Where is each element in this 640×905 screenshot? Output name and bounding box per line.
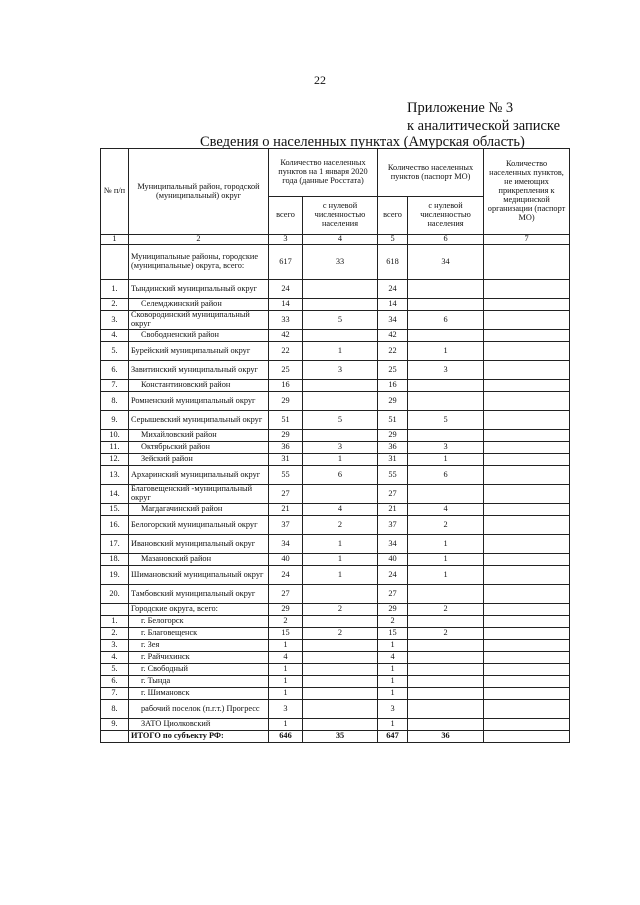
table-row [101,616,570,628]
table-row [101,466,570,485]
cell-rosstat-zero: 4 [303,504,378,516]
cell-name: Тындинский муниципальный округ [129,280,269,299]
cell-no-med [484,466,570,485]
cell-passport-zero: 5 [408,411,484,430]
cell-num: 12. [101,454,129,466]
header-rosstat: Количество населенных пунктов на 1 января 2020 года (данные Росстата) [269,149,378,197]
cell-no-med [484,280,570,299]
cell-passport-zero: 6 [408,466,484,485]
cell-passport-zero [408,280,484,299]
table-row [101,731,570,743]
cell-rosstat-zero [303,652,378,664]
cell-passport-zero [408,392,484,411]
cell-rosstat-zero: 3 [303,442,378,454]
cell-passport-total: 4 [378,652,408,664]
cell-passport-total: 1 [378,688,408,700]
table-row [101,640,570,652]
cell-no-med [484,442,570,454]
cell-no-med [484,719,570,731]
cell-name: Октябрьский район [129,442,269,454]
cell-rosstat-zero [303,585,378,604]
header-passport-total: всего [378,197,408,235]
cell-passport-zero: 2 [408,604,484,616]
cell-passport-total: 27 [378,485,408,504]
cell-rosstat-total: 31 [269,454,303,466]
appendix-title: Приложение № 3 [407,100,514,116]
cell-name: г. Тында [129,676,269,688]
cell-rosstat-total: 27 [269,585,303,604]
cell-no-med [484,504,570,516]
cell-name: Свободненский район [129,330,269,342]
cell-name: Завитинский муниципальный округ [129,361,269,380]
cell-passport-zero: 6 [408,311,484,330]
cell-passport-total: 15 [378,628,408,640]
cell-rosstat-zero: 5 [303,311,378,330]
cell-name: Селемджинский район [129,299,269,311]
cell-rosstat-zero: 6 [303,466,378,485]
cell-name: г. Свободный [129,664,269,676]
table-row [101,504,570,516]
cell-name: г. Райчихинск [129,652,269,664]
table-row [101,676,570,688]
cell-rosstat-total: 21 [269,504,303,516]
cell-num: 20. [101,585,129,604]
cell-passport-total: 22 [378,342,408,361]
cell-passport-total: 24 [378,566,408,585]
cell-num [101,245,129,280]
cell-rosstat-total: 37 [269,516,303,535]
cell-rosstat-total: 1 [269,640,303,652]
table-row [101,554,570,566]
cell-no-med [484,604,570,616]
cell-num: 6. [101,676,129,688]
cell-passport-total: 1 [378,640,408,652]
cell-rosstat-total: 40 [269,554,303,566]
cell-rosstat-zero [303,664,378,676]
cell-passport-zero: 36 [408,731,484,743]
cell-no-med [484,535,570,554]
cell-rosstat-total: 15 [269,628,303,640]
cell-num: 5. [101,664,129,676]
table-row [101,299,570,311]
cell-name: г. Зея [129,640,269,652]
cell-no-med [484,628,570,640]
cell-passport-total: 2 [378,616,408,628]
cell-no-med [484,676,570,688]
cell-passport-total: 42 [378,330,408,342]
cell-passport-zero: 1 [408,566,484,585]
cell-passport-zero [408,700,484,719]
cell-no-med [484,361,570,380]
cell-no-med [484,731,570,743]
cell-name: Магдагачинский район [129,504,269,516]
cell-rosstat-zero [303,640,378,652]
cell-passport-total: 1 [378,676,408,688]
header-rosstat-total: всего [269,197,303,235]
cell-no-med [484,299,570,311]
table-row [101,411,570,430]
cell-passport-zero [408,585,484,604]
cell-rosstat-zero [303,700,378,719]
appendix-subtitle: к аналитической записке [407,118,561,134]
cell-rosstat-zero: 1 [303,566,378,585]
cell-rosstat-total: 646 [269,731,303,743]
cell-rosstat-zero: 35 [303,731,378,743]
cell-no-med [484,430,570,442]
cell-rosstat-zero [303,676,378,688]
col-index: 5 [378,235,408,245]
cell-passport-zero: 3 [408,361,484,380]
cell-rosstat-zero: 1 [303,535,378,554]
table-row [101,311,570,330]
cell-rosstat-total: 4 [269,652,303,664]
cell-name: Бурейский муниципальный округ [129,342,269,361]
cell-no-med [484,616,570,628]
cell-rosstat-zero: 33 [303,245,378,280]
cell-passport-zero: 1 [408,342,484,361]
cell-num: 14. [101,485,129,504]
col-index: 4 [303,235,378,245]
cell-no-med [484,516,570,535]
cell-rosstat-zero [303,688,378,700]
table-row [101,516,570,535]
cell-passport-zero [408,616,484,628]
cell-no-med [484,652,570,664]
cell-name: Благовещенский -муниципальный округ [129,485,269,504]
cell-no-med [484,585,570,604]
cell-num: 3. [101,311,129,330]
cell-passport-zero: 2 [408,516,484,535]
cell-num: 7. [101,380,129,392]
cell-name: ИТОГО по субъекту РФ: [129,731,269,743]
cell-name: Михайловский район [129,430,269,442]
header-passport-zero: с нулевой численностью населения [408,197,484,235]
cell-passport-zero: 34 [408,245,484,280]
cell-num: 9. [101,719,129,731]
table-row [101,652,570,664]
table-row [101,454,570,466]
table-row [101,442,570,454]
col-index: 6 [408,235,484,245]
cell-num: 11. [101,442,129,454]
cell-rosstat-zero: 5 [303,411,378,430]
cell-no-med [484,330,570,342]
cell-name: Архаринский муниципальный округ [129,466,269,485]
col-index: 1 [101,235,129,245]
header-district: Муниципальный район, городской (муниципальный) округ [129,149,269,235]
cell-name: Ивановский муниципальный округ [129,535,269,554]
cell-num: 17. [101,535,129,554]
table-row [101,535,570,554]
cell-num: 15. [101,504,129,516]
table-row [101,380,570,392]
cell-num: 10. [101,430,129,442]
header-no-med: Количество населенных пунктов, не имеющих прикрепления к медицинской организации (паспорт МО) [484,149,570,235]
cell-rosstat-total: 25 [269,361,303,380]
cell-passport-zero [408,299,484,311]
cell-rosstat-zero [303,380,378,392]
cell-rosstat-total: 1 [269,719,303,731]
cell-passport-zero [408,719,484,731]
cell-num: 2. [101,628,129,640]
table-row [101,688,570,700]
cell-rosstat-zero: 2 [303,604,378,616]
cell-name: Серышевский муниципальный округ [129,411,269,430]
cell-num: 8. [101,700,129,719]
table-row [101,628,570,640]
col-index: 7 [484,235,570,245]
cell-passport-total: 36 [378,442,408,454]
cell-rosstat-total: 29 [269,392,303,411]
table-row [101,361,570,380]
cell-num: 6. [101,361,129,380]
cell-passport-zero: 1 [408,535,484,554]
col-index: 3 [269,235,303,245]
table-row [101,719,570,731]
cell-no-med [484,664,570,676]
cell-passport-total: 31 [378,454,408,466]
cell-passport-zero: 3 [408,442,484,454]
cell-passport-total: 1 [378,719,408,731]
cell-num: 1. [101,280,129,299]
cell-num: 5. [101,342,129,361]
table-row [101,664,570,676]
cell-no-med [484,640,570,652]
cell-rosstat-total: 3 [269,700,303,719]
cell-rosstat-total: 2 [269,616,303,628]
cell-no-med [484,342,570,361]
cell-passport-zero [408,676,484,688]
cell-name: рабочий поселок (п.г.т.) Прогресс [129,700,269,719]
cell-passport-total: 37 [378,516,408,535]
cell-rosstat-zero [303,392,378,411]
cell-name: Константиновский район [129,380,269,392]
cell-rosstat-zero [303,280,378,299]
cell-no-med [484,700,570,719]
cell-rosstat-zero [303,299,378,311]
cell-rosstat-total: 14 [269,299,303,311]
cell-passport-total: 34 [378,311,408,330]
table-row [101,245,570,280]
cell-rosstat-total: 55 [269,466,303,485]
cell-rosstat-zero [303,430,378,442]
cell-no-med [484,566,570,585]
cell-passport-total: 3 [378,700,408,719]
table-row [101,485,570,504]
cell-passport-zero: 1 [408,454,484,466]
cell-rosstat-total: 24 [269,566,303,585]
cell-num: 19. [101,566,129,585]
cell-rosstat-total: 29 [269,604,303,616]
cell-num: 3. [101,640,129,652]
cell-rosstat-zero [303,485,378,504]
cell-rosstat-total: 51 [269,411,303,430]
cell-num: 9. [101,411,129,430]
cell-rosstat-total: 24 [269,280,303,299]
cell-passport-zero [408,430,484,442]
cell-name: Мазановский район [129,554,269,566]
cell-passport-total: 55 [378,466,408,485]
cell-rosstat-zero: 3 [303,361,378,380]
cell-passport-zero [408,688,484,700]
cell-num: 13. [101,466,129,485]
cell-name: Белогорский муниципальный округ [129,516,269,535]
table-row [101,330,570,342]
cell-rosstat-total: 22 [269,342,303,361]
cell-num: 16. [101,516,129,535]
cell-name: Ромненский муниципальный округ [129,392,269,411]
cell-passport-total: 27 [378,585,408,604]
cell-num: 4. [101,652,129,664]
table-row [101,585,570,604]
header-num: № п/п [101,149,129,235]
cell-rosstat-total: 1 [269,676,303,688]
cell-no-med [484,392,570,411]
cell-rosstat-zero: 1 [303,454,378,466]
table-row [101,430,570,442]
cell-passport-zero: 4 [408,504,484,516]
header-passport: Количество населенных пунктов (паспорт МО) [378,149,484,197]
cell-rosstat-zero: 1 [303,342,378,361]
cell-rosstat-total: 34 [269,535,303,554]
cell-passport-zero [408,330,484,342]
cell-num: 18. [101,554,129,566]
cell-passport-total: 29 [378,604,408,616]
cell-passport-total: 24 [378,280,408,299]
cell-no-med [484,380,570,392]
cell-name: Муниципальные районы, городские (муниципальные) округа, всего: [129,245,269,280]
cell-no-med [484,245,570,280]
cell-passport-zero [408,485,484,504]
cell-passport-total: 29 [378,430,408,442]
cell-num: 8. [101,392,129,411]
cell-rosstat-total: 1 [269,664,303,676]
cell-rosstat-zero: 2 [303,628,378,640]
cell-rosstat-total: 16 [269,380,303,392]
table-row [101,392,570,411]
cell-name: Сковородинский муниципальный округ [129,311,269,330]
cell-rosstat-total: 29 [269,430,303,442]
cell-name: Тамбовский муниципальный округ [129,585,269,604]
cell-num: 4. [101,330,129,342]
cell-passport-total: 25 [378,361,408,380]
cell-no-med [484,411,570,430]
cell-no-med [484,485,570,504]
cell-passport-zero [408,380,484,392]
table-title: Сведения о населенных пунктах (Амурская область) [200,134,525,150]
cell-rosstat-total: 42 [269,330,303,342]
cell-num [101,731,129,743]
cell-name: г. Шимановск [129,688,269,700]
cell-passport-total: 647 [378,731,408,743]
cell-rosstat-zero [303,616,378,628]
cell-no-med [484,454,570,466]
cell-rosstat-total: 36 [269,442,303,454]
settlements-table [100,148,570,743]
cell-passport-total: 51 [378,411,408,430]
cell-passport-total: 1 [378,664,408,676]
cell-passport-zero: 1 [408,554,484,566]
page-number: 22 [314,73,326,87]
cell-rosstat-zero: 2 [303,516,378,535]
cell-name: Зейский район [129,454,269,466]
cell-passport-total: 16 [378,380,408,392]
cell-passport-zero [408,664,484,676]
table-row [101,604,570,616]
cell-name: Городские округа, всего: [129,604,269,616]
cell-rosstat-total: 617 [269,245,303,280]
cell-rosstat-zero [303,719,378,731]
table-row [101,342,570,361]
col-index: 2 [129,235,269,245]
cell-passport-total: 618 [378,245,408,280]
cell-no-med [484,688,570,700]
cell-passport-total: 21 [378,504,408,516]
cell-passport-total: 14 [378,299,408,311]
cell-rosstat-zero: 1 [303,554,378,566]
cell-no-med [484,311,570,330]
cell-num: 1. [101,616,129,628]
table-row [101,700,570,719]
cell-passport-total: 40 [378,554,408,566]
cell-passport-total: 34 [378,535,408,554]
cell-no-med [484,554,570,566]
cell-name: г. Благовещенск [129,628,269,640]
cell-num: 7. [101,688,129,700]
cell-rosstat-total: 27 [269,485,303,504]
cell-rosstat-total: 1 [269,688,303,700]
cell-name: ЗАТО Циолковский [129,719,269,731]
table-row [101,280,570,299]
cell-passport-total: 29 [378,392,408,411]
header-rosstat-zero: с нулевой численностью населения [303,197,378,235]
table-row [101,566,570,585]
cell-num [101,604,129,616]
cell-passport-zero: 2 [408,628,484,640]
cell-name: г. Белогорск [129,616,269,628]
cell-rosstat-total: 33 [269,311,303,330]
cell-name: Шимановский муниципальный округ [129,566,269,585]
cell-passport-zero [408,652,484,664]
cell-passport-zero [408,640,484,652]
cell-rosstat-zero [303,330,378,342]
cell-num: 2. [101,299,129,311]
